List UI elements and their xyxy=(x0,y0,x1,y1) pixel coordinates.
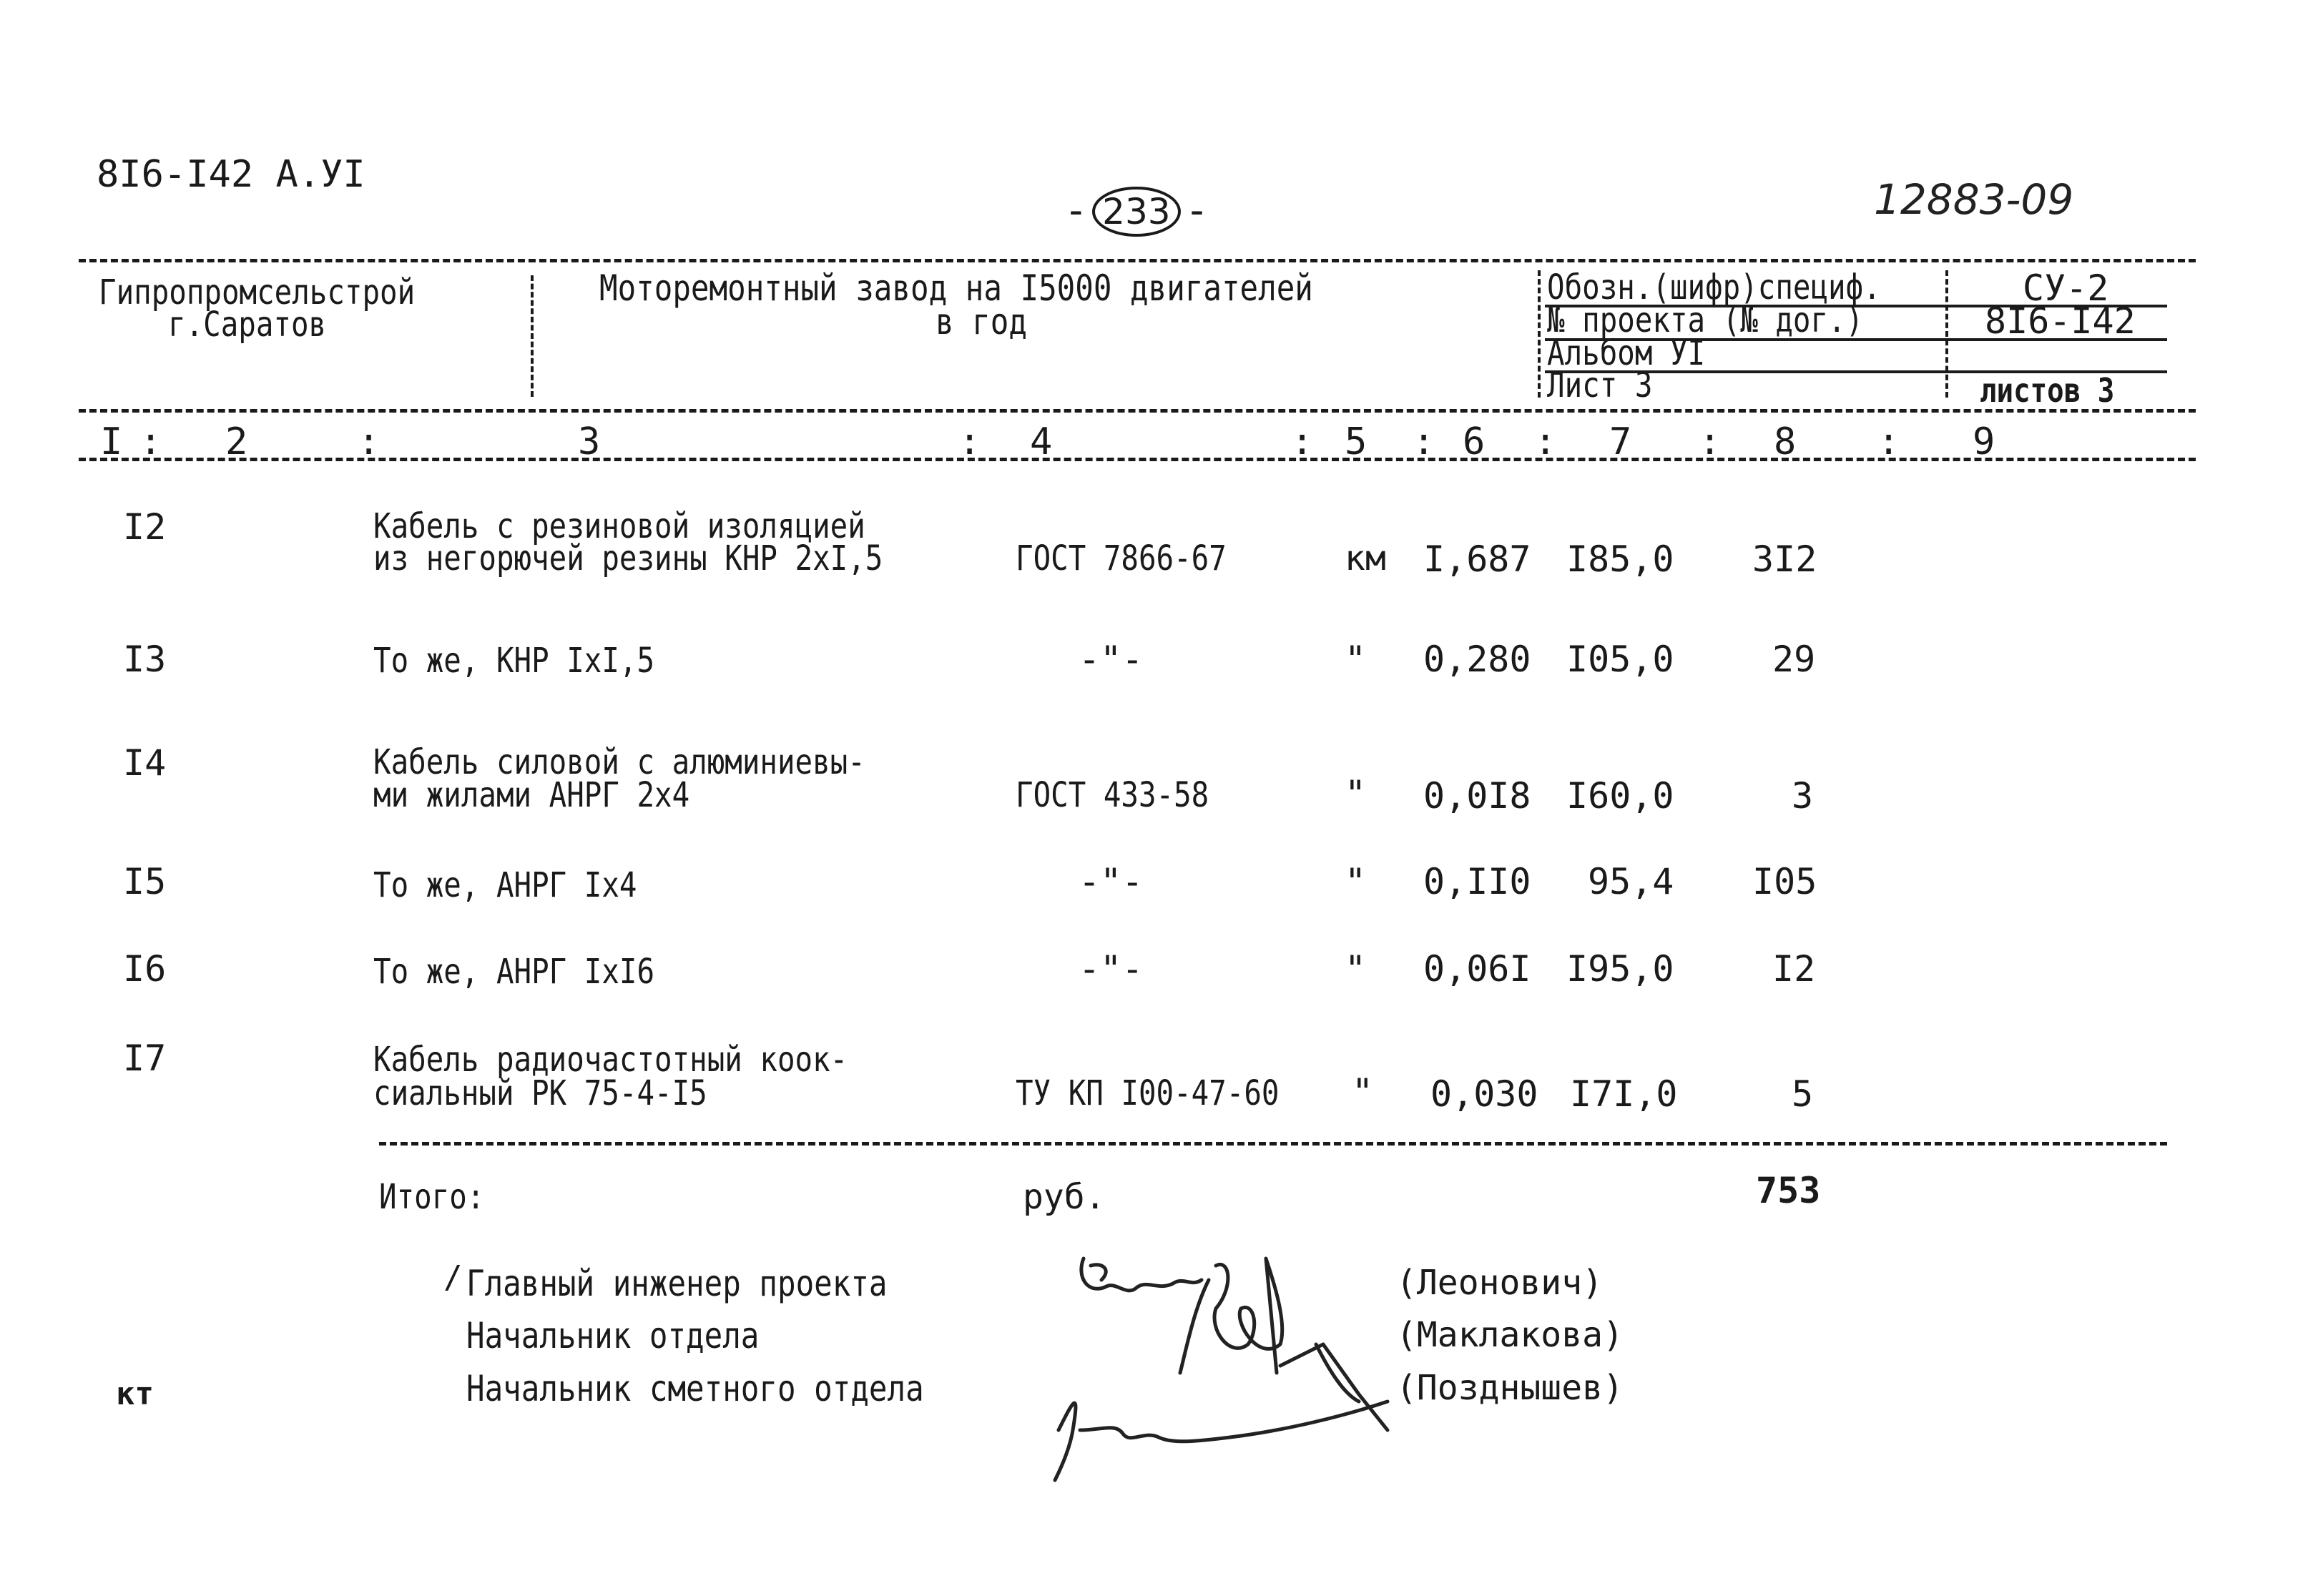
page-number: 233 xyxy=(1092,187,1180,237)
row-standard: -"- xyxy=(1079,639,1144,680)
album-label-text: Альбом УI xyxy=(1547,333,1706,373)
row-quantity: 0,0I8 xyxy=(1423,775,1531,817)
signature-role-text: Начальник отдела xyxy=(466,1315,760,1356)
column-separator: : xyxy=(1413,420,1435,463)
row-quantity: 0,280 xyxy=(1423,639,1531,680)
row-unit: " xyxy=(1345,639,1367,680)
signature-name-2: (Маклакова) xyxy=(1396,1315,1624,1355)
row-price: I60,0 xyxy=(1566,775,1674,817)
object-title-line-2: в год xyxy=(936,301,1027,343)
row-cost: I2 xyxy=(1772,948,1816,990)
row-standard-text: ГОСТ 7866-67 xyxy=(1016,538,1227,578)
archive-number: 12883-09 xyxy=(1874,175,2074,224)
row-unit: " xyxy=(1345,861,1367,902)
row-quantity: 0,II0 xyxy=(1423,861,1531,902)
row-price: I7I,0 xyxy=(1570,1073,1678,1115)
row-unit: км xyxy=(1345,538,1386,578)
column-separator: : xyxy=(958,420,981,463)
row-number: I6 xyxy=(123,948,167,990)
row-name-text: из негорючей резины КНР 2хI,5 xyxy=(373,538,883,578)
sheet-label-text: Лист 3 xyxy=(1547,365,1653,405)
total-value: 753 xyxy=(1756,1170,1821,1211)
row-number: I2 xyxy=(123,506,167,548)
row-unit: " xyxy=(1352,1071,1374,1113)
row-cost: 5 xyxy=(1792,1073,1814,1115)
row-name-text: То же, АНРГ IхI6 xyxy=(373,952,655,992)
row-quantity: I,687 xyxy=(1423,538,1531,580)
signature-mark: / xyxy=(443,1259,463,1296)
row-cost: 3I2 xyxy=(1752,538,1817,580)
column-separator: : xyxy=(358,420,380,463)
row-unit: " xyxy=(1345,948,1367,990)
row-number: I5 xyxy=(123,861,167,902)
column-number-2: 2 xyxy=(225,420,248,463)
row-number: I7 xyxy=(123,1038,167,1079)
column-number-7: 7 xyxy=(1609,420,1632,463)
document-code: 8I6-I42 А.УI xyxy=(97,153,365,196)
row-number: I4 xyxy=(123,742,167,784)
column-number-4: 4 xyxy=(1030,420,1053,463)
column-separator: : xyxy=(1877,420,1900,463)
row-cost: I05 xyxy=(1752,861,1817,902)
row-name-text: То же, АНРГ Iх4 xyxy=(373,865,637,905)
row-cost: 29 xyxy=(1772,639,1816,680)
row-name-text: ми жилами АНРГ 2х4 xyxy=(373,775,690,815)
row-price: I95,0 xyxy=(1566,948,1674,990)
column-separator: : xyxy=(1291,420,1314,463)
row-quantity: 0,030 xyxy=(1430,1073,1538,1115)
row-name-text: Кабель с резиновой изоляцией xyxy=(373,506,865,546)
row-name-text: сиальный РК 75-4-I5 xyxy=(373,1073,707,1113)
row-standard: -"- xyxy=(1079,948,1144,990)
spec-label-text: Обозн.(шифр)специф. xyxy=(1547,267,1881,307)
organization-line-2: г.Саратов xyxy=(168,305,327,345)
spec-value: СУ-2 xyxy=(2023,267,2109,309)
project-label-text: № проекта (№ дог.) xyxy=(1547,300,1864,340)
signature-name-1: (Леонович) xyxy=(1396,1263,1603,1303)
row-price: I05,0 xyxy=(1566,639,1674,680)
row-standard-text: ГОСТ 433-58 xyxy=(1016,775,1209,815)
signature-scribble-1 xyxy=(1081,1258,1202,1291)
column-separator: : xyxy=(1534,420,1557,463)
column-number-5: 5 xyxy=(1345,420,1367,463)
row-name-text: То же, КНР IхI,5 xyxy=(373,641,655,681)
row-number: I3 xyxy=(123,639,167,680)
project-value: 8I6-I42 xyxy=(1985,300,2136,342)
organization-line-1: Гипропромсельстрой xyxy=(99,272,416,312)
row-name-text: Кабель радиочастотный коок- xyxy=(373,1040,848,1080)
signature-role-text: Начальник сметного отдела xyxy=(466,1368,924,1409)
column-number-6: 6 xyxy=(1463,420,1486,463)
column-number-3: 3 xyxy=(578,420,601,463)
column-number-1: I xyxy=(100,420,123,463)
row-price: I85,0 xyxy=(1566,538,1674,580)
page-number-dash-right: - xyxy=(1184,187,1209,234)
column-number-8: 8 xyxy=(1774,420,1797,463)
signature-scribble-3 xyxy=(1055,1402,1388,1480)
signature-role-text: Главный инженер проекта xyxy=(466,1263,888,1304)
total-label-text: Итого: xyxy=(379,1177,485,1217)
row-quantity: 0,06I xyxy=(1423,948,1531,990)
total-unit: руб. xyxy=(1023,1177,1106,1217)
row-name-text: Кабель силовой с алюминиевы- xyxy=(373,742,865,782)
row-standard: -"- xyxy=(1079,861,1144,902)
signature-name-3: (Позднышев) xyxy=(1396,1368,1624,1408)
column-number-9: 9 xyxy=(1973,420,1995,463)
signature-scribble-2 xyxy=(1180,1258,1388,1430)
column-separator: : xyxy=(1699,420,1722,463)
row-price: 95,4 xyxy=(1588,861,1674,902)
row-unit: " xyxy=(1345,773,1367,814)
sheets-count-text: листов 3 xyxy=(1980,371,2115,410)
margin-mark: кт xyxy=(116,1376,154,1412)
row-standard-text: ТУ КП I00-47-60 xyxy=(1016,1073,1280,1113)
column-separator: : xyxy=(139,420,162,463)
row-cost: 3 xyxy=(1792,775,1814,817)
page-number-dash-left: - xyxy=(1064,187,1089,234)
object-title-line-1: Моторемонтный завод на I5000 двигателей xyxy=(599,267,1313,309)
